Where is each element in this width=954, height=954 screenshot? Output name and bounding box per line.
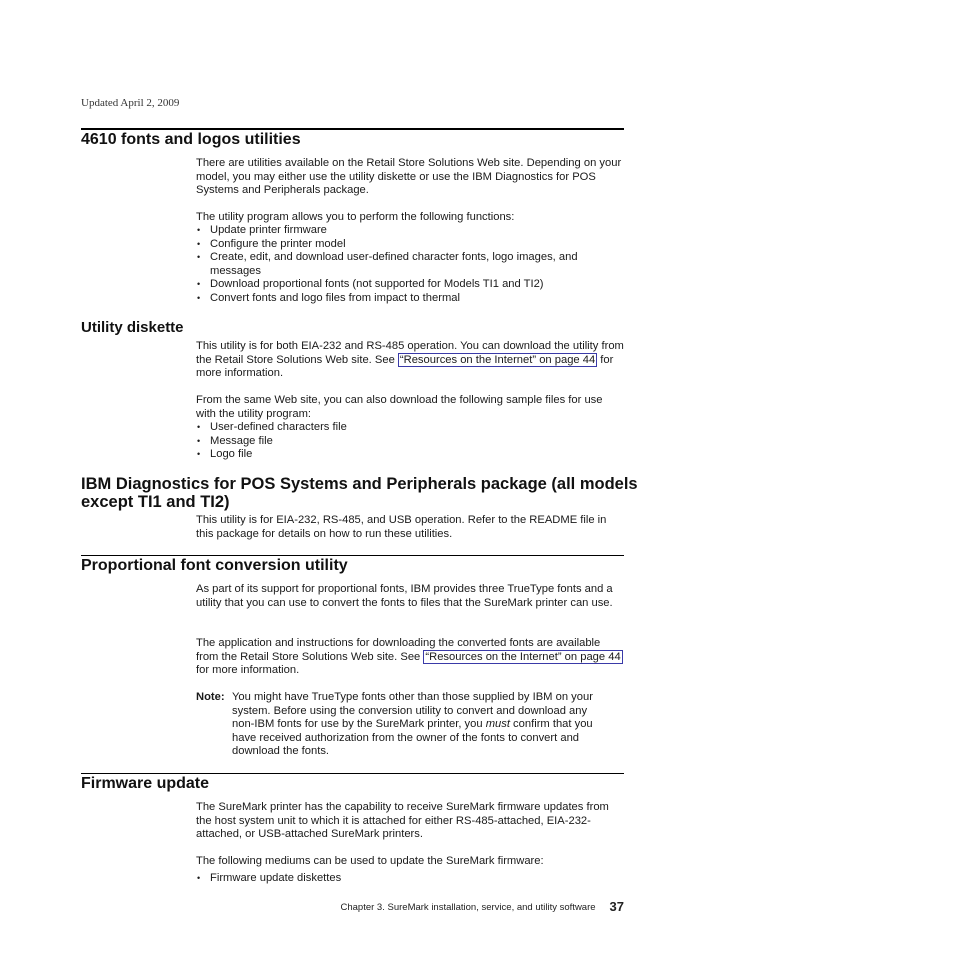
section-rule [81,773,624,774]
function-list [196,224,624,306]
heading-proportional-font: Proportional font conversion utility [81,557,348,574]
list-item: • Logo file [196,448,624,462]
paragraph: The SureMark printer has the capability to receive SureMark firmware updates from the host system unit to which it is attached for either RS-485-attached, EIA-232-attached, or USB-attached SureMark printers. [196,801,609,841]
text: for more information. [196,664,300,677]
updated-date: Updated April 2, 2009 [81,97,180,109]
section-rule [81,128,624,130]
mediums-list [196,872,624,886]
heading-firmware-update: Firmware update [81,775,210,792]
emphasis: must [485,718,510,731]
paragraph [196,637,624,678]
list-item: • Download proportional fonts (not supported for Models TI1 and TI2) [196,278,624,292]
text: The application and instructions for downloading the converted fonts are available from the Retail Store Solutions Web site. See [196,637,601,663]
sample-files-list [196,421,624,462]
note-body [232,691,612,759]
list-item: • Update printer firmware [196,224,624,238]
list-item: • User-defined characters file [196,421,624,435]
text: This utility is for both EIA-232 and RS-485 operation. You can download the utility from the Retail Store Solutions Web site. See [196,340,624,366]
page-number: 37 [609,899,624,914]
heading-ibm-diagnostics: IBM Diagnostics for POS Systems and Peripherals package (all models except TI1 and TI2) [81,475,638,511]
paragraph: The utility program allows you to perform the following functions: [196,211,515,223]
paragraph: There are utilities available on the Retail Store Solutions Web site. Depending on your model, you may either use the utility diskette or use the IBM Diagnostics for POS Systems and Peripherals package. [196,157,622,197]
paragraph: As part of its support for proportional fonts, IBM provides three TrueType fonts and a utility that you can use to convert the fonts to files that the SureMark printer can use. [196,583,613,609]
page-footer [341,899,625,914]
list-item: • Message file [196,435,624,449]
paragraph: This utility is for EIA-232, RS-485, and USB operation. Refer to the README file in this package for details on how to run these utilities. [196,514,607,540]
chapter-title: Chapter 3. SureMark installation, service, and utility software [340,902,596,913]
note-label: Note: [196,691,225,703]
resources-link[interactable]: “Resources on the Internet” on page 44 [399,353,596,366]
list-item: • Create, edit, and download user-defined character fonts, logo images, and messages [196,251,602,278]
resources-link[interactable]: “Resources on the Internet” on page 44 [425,650,621,663]
paragraph [196,340,624,381]
list-item: • Configure the printer model [196,238,624,252]
heading-utility-diskette: Utility diskette [81,319,184,336]
list-item: • Convert fonts and logo files from impact to thermal [196,292,624,306]
text: You might have TrueType fonts other than those supplied by IBM on your system. Before using the conversion utility to convert and download any non-IBM fonts for use by the SureMark printer, you [232,691,593,731]
section-rule [81,555,624,556]
text: for more information. [196,353,614,380]
list-item: • Firmware update diskettes [196,872,624,886]
text: confirm that you have received authorization from the owner of the fonts to convert and download the fonts. [232,718,593,758]
paragraph: The following mediums can be used to update the SureMark firmware: [196,855,544,867]
heading-fonts-logos: 4610 fonts and logos utilities [81,131,301,148]
paragraph: From the same Web site, you can also download the following sample files for use with the utility program: [196,394,603,420]
